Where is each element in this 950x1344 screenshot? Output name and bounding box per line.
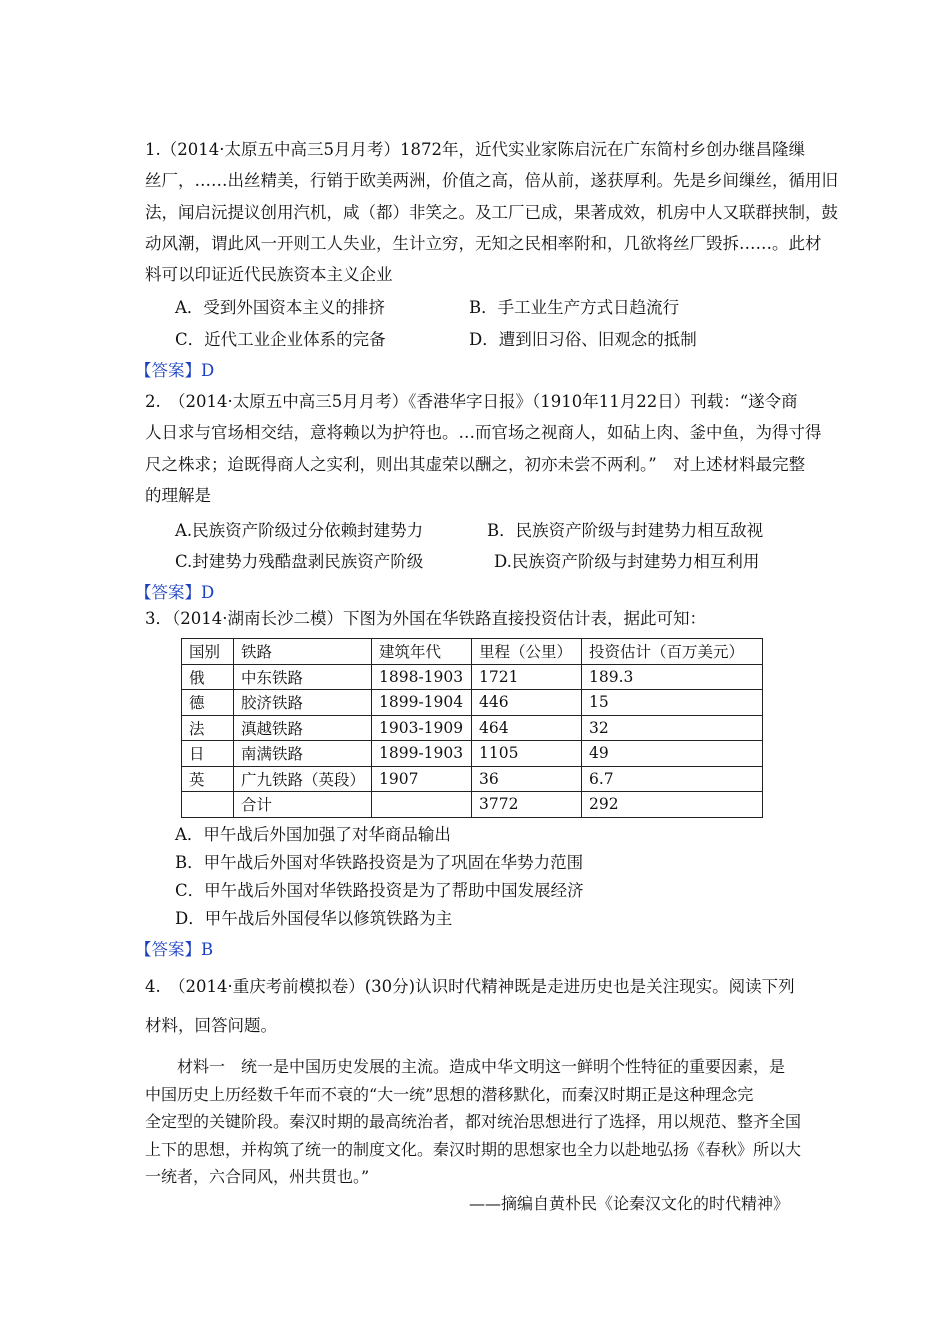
q2-option-d: D.民族资产阶级与封建势力相互利用: [494, 552, 760, 571]
q2-line: 的理解是: [145, 486, 211, 505]
q1-option-b: B．手工业生产方式日趋流行: [469, 298, 680, 317]
railway-investment-table: [181, 638, 763, 818]
table-row: [182, 741, 763, 767]
table-cell: 446: [472, 690, 582, 716]
table-cell: 广九铁路（英段）: [234, 766, 372, 792]
table-cell: 胶济铁路: [234, 690, 372, 716]
table-row: [182, 766, 763, 792]
q4-material-source: ——摘编自黄朴民《论秦汉文化的时代精神》: [469, 1194, 790, 1213]
q1-line: 料可以印证近代民族资本主义企业: [145, 265, 393, 284]
q4-material-line: 材料一 统一是中国历史发展的主流。造成中华文明这一鲜明个性特征的重要因素，是: [145, 1057, 786, 1076]
table-cell: 6.7: [582, 766, 763, 792]
q1-option-a: A．受到外国资本主义的排挤: [175, 298, 385, 317]
table-cell: 日: [182, 741, 234, 767]
table-cell: 189.3: [582, 664, 763, 690]
q1-answer: [135, 361, 214, 381]
table-cell: 32: [582, 715, 763, 741]
q3-option-b: B．甲午战后外国对华铁路投资是为了巩固在华势力范围: [175, 853, 584, 872]
table-cell: 1898-1903: [372, 664, 472, 690]
q1-line: 动风潮，谓此风一开则工人失业，生计立穷，无知之民相率附和，几欲将丝厂毁拆……。此材: [145, 234, 822, 253]
table-cell: 1899-1903: [372, 741, 472, 767]
q1-line: 法，闻启沅提议创用汽机，咸（都）非笑之。及工厂已成，果著成效，机房中人又联群挟制，鼓: [145, 203, 838, 222]
table-cell: 1899-1904: [372, 690, 472, 716]
table-header-cell: 里程（公里）: [472, 639, 582, 665]
table-cell: 36: [472, 766, 582, 792]
q4-material-line: 全定型的关键阶段。秦汉时期的最高统治者，都对统治思想进行了选择，用以规范、整齐全国: [145, 1112, 802, 1131]
table-header-cell: 建筑年代: [372, 639, 472, 665]
q4-material-line: 一统者，六合同风，州共贯也。”: [145, 1167, 370, 1186]
q3-option-d: D．甲午战后外国侵华以修筑铁路为主: [175, 909, 453, 928]
table-cell: 1721: [472, 664, 582, 690]
answer-tag: 【答案】: [135, 940, 201, 959]
table-header-cell: 铁路: [234, 639, 372, 665]
q1-line: 丝厂，……出丝精美，行销于欧美两洲，价值之高，倍从前，遂获厚利。先是乡间缫丝，循用旧: [145, 171, 838, 190]
table-total-row: [182, 792, 763, 818]
q3-answer: [135, 940, 213, 960]
table-cell: 3772: [472, 792, 582, 818]
q2-answer: [135, 583, 214, 603]
table-cell: 南满铁路: [234, 741, 372, 767]
answer-value: D: [201, 361, 215, 380]
table-header-cell: 投资估计（百万美元）: [582, 639, 763, 665]
q1-option-c: C．近代工业企业体系的完备: [175, 330, 386, 349]
q4-material-line: 中国历史上历经数千年而不衰的“大一统”思想的潜移默化，而秦汉时期正是这种理念完: [145, 1085, 754, 1104]
q2-line: 2. （2014·太原五中高三5月月考）《香港华字日报》（1910年11月22日）刊载：“遂令商: [145, 392, 798, 411]
table-cell: 1105: [472, 741, 582, 767]
table-cell: [182, 792, 234, 818]
table-cell: 英: [182, 766, 234, 792]
table-row: [182, 664, 763, 690]
table-cell: 464: [472, 715, 582, 741]
q2-option-c: C.封建势力残酷盘剥民族资产阶级: [175, 552, 424, 571]
answer-tag: 【答案】: [135, 583, 201, 602]
q4-line: 4. （2014·重庆考前模拟卷）(30分)认识时代精神既是走进历史也是关注现实。阅读下列: [145, 977, 795, 996]
table-cell: 合计: [234, 792, 372, 818]
q2-line: 人日求与官场相交结，意将赖以为护符也。…而官场之视商人，如砧上肉、釜中鱼，为得寸得: [145, 423, 822, 442]
table-cell: 49: [582, 741, 763, 767]
table-cell: 滇越铁路: [234, 715, 372, 741]
q2-line: 尺之株求；迨既得商人之实利，则出其虚荣以酬之，初亦未尝不两利。” 对上述材料最完整: [145, 455, 806, 474]
table-header-row: [182, 639, 763, 665]
q1-option-d: D．遭到旧习俗、旧观念的抵制: [469, 330, 697, 349]
answer-value: B: [201, 940, 214, 959]
q4-material-line: 上下的思想，并构筑了统一的制度文化。秦汉时期的思想家也全力以赴地弘扬《春秋》所以大: [145, 1140, 802, 1159]
table-cell: 1903-1909: [372, 715, 472, 741]
answer-value: D: [201, 583, 215, 602]
table-cell: 292: [582, 792, 763, 818]
q2-option-a: A.民族资产阶级过分依赖封建势力: [175, 521, 424, 540]
q2-option-b: B．民族资产阶级与封建势力相互敌视: [487, 521, 764, 540]
table-cell: [372, 792, 472, 818]
table-cell: 德: [182, 690, 234, 716]
table-cell: 1907: [372, 766, 472, 792]
table-cell: 法: [182, 715, 234, 741]
table-row: [182, 715, 763, 741]
table-cell: 15: [582, 690, 763, 716]
table-cell: 中东铁路: [234, 664, 372, 690]
q3-option-c: C．甲午战后外国对华铁路投资是为了帮助中国发展经济: [175, 881, 584, 900]
q3-stem: 3．（2014·湖南长沙二模）下图为外国在华铁路直接投资估计表，据此可知：: [145, 609, 706, 628]
answer-tag: 【答案】: [135, 361, 201, 380]
q4-line: 材料，回答问题。: [145, 1016, 277, 1035]
q1-line: 1.（2014·太原五中高三5月月考）1872年，近代实业家陈启沅在广东简村乡创办继昌隆缫: [145, 140, 805, 159]
table-row: [182, 690, 763, 716]
q3-option-a: A．甲午战后外国加强了对华商品输出: [175, 825, 451, 844]
table-cell: 俄: [182, 664, 234, 690]
table-header-cell: 国别: [182, 639, 234, 665]
